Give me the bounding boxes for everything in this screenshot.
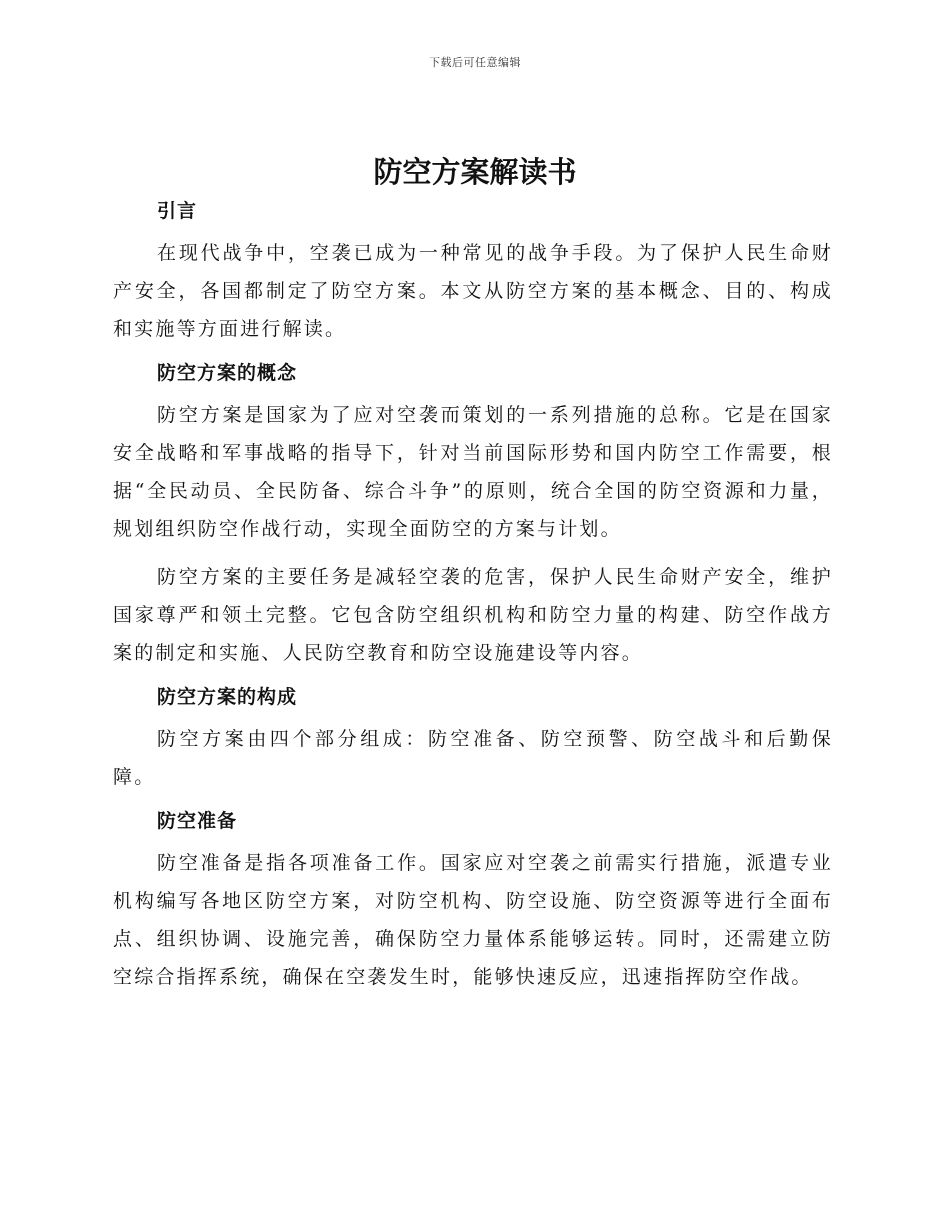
paragraph-composition: 防空方案由四个部分组成：防空准备、防空预警、防空战斗和后勤保障。 xyxy=(113,728,833,788)
section-heading-introduction: 引言 xyxy=(157,200,198,222)
section-heading-composition: 防空方案的构成 xyxy=(157,686,298,708)
paragraph-preparation: 防空准备是指各项准备工作。国家应对空袭之前需实行措施，派遣专业机构编写各地区防空方案，对防空机构、防空设施、防空资源等进行全面布点、组织协调、设施完善，确保防空力量体系能够运转。同时，还需建立防空综合指挥系统，确保在空袭发生时，能够快速反应，迅速指挥防空作战。 xyxy=(113,852,833,988)
paragraph-introduction: 在现代战争中，空袭已成为一种常见的战争手段。为了保护人民生命财产安全，各国都制定了防空方案。本文从防空方案的基本概念、目的、构成和实施等方面进行解读。 xyxy=(113,242,833,340)
paragraph-concept-tasks: 防空方案的主要任务是减轻空袭的危害，保护人民生命财产安全，维护国家尊严和领土完整。它包含防空组织机构和防空力量的构建、防空作战方案的制定和实施、人民防空教育和防空设施建设等内容。 xyxy=(113,566,833,664)
header-note: 下载后可任意编辑 xyxy=(429,56,521,69)
section-heading-concept: 防空方案的概念 xyxy=(157,362,298,384)
section-heading-preparation: 防空准备 xyxy=(157,810,238,832)
document-title: 防空方案解读书 xyxy=(373,155,577,189)
document-body xyxy=(113,196,833,996)
paragraph-concept-definition: 防空方案是国家为了应对空袭而策划的一系列措施的总称。它是在国家安全战略和军事战略的指导下，针对当前国际形势和国内防空工作需要，根据“全民动员、全民防备、综合斗争”的原则，统合全国的防空资源和力量，规划组织防空作战行动，实现全面防空的方案与计划。 xyxy=(113,404,833,540)
